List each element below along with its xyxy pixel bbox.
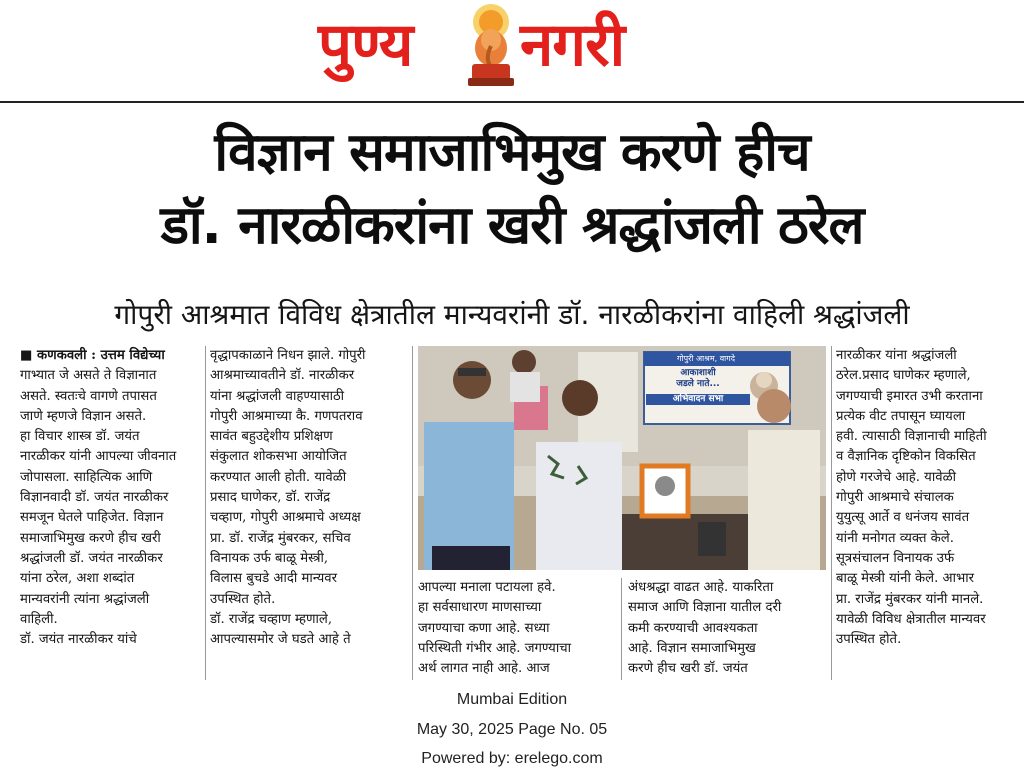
column-divider bbox=[831, 346, 832, 680]
text-line: समाजाभिमुख करणे हीच खरी bbox=[20, 530, 161, 546]
text-line: अर्थ लागत नाही आहे. आज bbox=[418, 661, 550, 677]
text-line: यांनी मनोगत व्यक्त केले. bbox=[836, 530, 954, 546]
text-line: विलास बुचडे आदी मान्यवर bbox=[210, 571, 338, 587]
event-photo bbox=[418, 346, 826, 570]
text-line: नारळीकर यांना श्रद्धांजली bbox=[836, 348, 957, 363]
text-line: ■ कणकवली : उत्तम विद्येच्या bbox=[20, 348, 165, 363]
article-column-5 bbox=[836, 346, 1022, 650]
masthead-title-left: पुण्य bbox=[318, 10, 413, 80]
text-line: यांना ठरेल, अशा शब्दांत bbox=[20, 571, 135, 587]
text-line: उपस्थित होते. bbox=[210, 591, 276, 607]
subheadline: गोपुरी आश्रमात विविध क्षेत्रातील मान्यवरांनी डॉ. नारळीकरांना वाहिली श्रद्धांजली bbox=[114, 298, 910, 331]
text-line: संकुलात शोकसभा आयोजित bbox=[210, 449, 347, 465]
text-line: प्रत्येक वीट तपासून घ्यायला bbox=[836, 408, 966, 424]
text-line: अंधश्रद्धा वाढत आहे. याकरिता bbox=[628, 580, 774, 595]
text-line: गोपुरी आश्रमाच्या कै. गणपतराव bbox=[210, 408, 363, 424]
text-line: प्रसाद घाणेकर, डॉ. राजेंद्र bbox=[210, 490, 331, 506]
text-line: यावेळी विविध क्षेत्रातील मान्यवर bbox=[836, 611, 986, 627]
column-divider bbox=[412, 346, 413, 680]
text-line: असते. स्वतःचे वागणे तपासत bbox=[20, 388, 157, 404]
text-line: जगण्याची इमारत उभी करताना bbox=[836, 388, 983, 404]
column-divider bbox=[205, 346, 206, 680]
text-line: हा सर्वसाधारण माणसाच्या bbox=[418, 600, 542, 616]
masthead-rule bbox=[0, 101, 1024, 103]
text-line: गोपुरी आश्रमाचे संचालक bbox=[836, 490, 954, 506]
date-page-label: May 30, 2025 Page No. 05 bbox=[416, 721, 608, 738]
event-photo-image bbox=[418, 346, 826, 570]
text-line: करण्यात आली होती. यावेळी bbox=[210, 469, 347, 485]
text-line: आश्रमाच्यावतीने डॉ. नारळीकर bbox=[210, 368, 355, 384]
banner-line-3: जडले नाते... bbox=[676, 379, 720, 389]
text-line: जाणे म्हणजे विज्ञान असते. bbox=[20, 408, 147, 424]
powered-by-label: Powered by: erelego.com bbox=[421, 750, 603, 767]
text-line: वृद्धापकाळाने निधन झाले. गोपुरी bbox=[210, 348, 366, 363]
headline-line-2: डॉ. नारळीकरांना खरी श्रद्धांजली ठरेल bbox=[160, 195, 864, 256]
text-line: जगण्याचा कणा आहे. सध्या bbox=[418, 620, 550, 636]
banner-line-2: आकाशाशी bbox=[680, 368, 716, 378]
text-line: जोपासला. साहित्यिक आणि bbox=[20, 469, 153, 485]
column-divider bbox=[621, 578, 622, 680]
text-line: विज्ञानवादी डॉ. जयंत नारळीकर bbox=[20, 490, 169, 506]
text-line: युयुत्सू आर्ते व धनंजय सावंत bbox=[836, 510, 970, 526]
text-line: चव्हाण, गोपुरी आश्रमाचे अध्यक्ष bbox=[210, 510, 361, 526]
text-line: वाहिली. bbox=[20, 611, 58, 627]
text-line: कमी करण्याची आवश्यकता bbox=[628, 620, 758, 636]
banner-line-4: अभिवादन सभा bbox=[646, 394, 750, 405]
text-line: श्रद्धांजली डॉ. जयंत नारळीकर bbox=[20, 550, 163, 566]
text-line: व वैज्ञानिक दृष्टिकोन विकसित bbox=[836, 449, 976, 465]
article-column-3 bbox=[418, 578, 614, 679]
banner-text bbox=[646, 353, 766, 365]
text-line: ठरेल.प्रसाद घाणेकर म्हणाले, bbox=[836, 368, 971, 384]
text-line: परिस्थिती गंभीर आहे. जगण्याचा bbox=[418, 640, 572, 656]
article-column-4 bbox=[628, 578, 826, 679]
text-line: प्रा. डॉ. राजेंद्र मुंबरकर, सचिव bbox=[210, 530, 351, 546]
article-column-2 bbox=[210, 346, 406, 650]
text-line: समजून घेतले पाहिजेत. विज्ञान bbox=[20, 510, 164, 526]
text-line: मान्यवरांनी त्यांना श्रद्धांजली bbox=[20, 591, 150, 607]
text-line: सावंत बहुउद्देशीय प्रशिक्षण bbox=[210, 429, 333, 445]
ganesh-logo-icon bbox=[462, 2, 520, 90]
text-line: डॉ. जयंत नारळीकर यांचे bbox=[20, 632, 137, 648]
text-line: होणे गरजेचे आहे. यावेळी bbox=[836, 469, 957, 485]
text-line: आहे. विज्ञान समाजाभिमुख bbox=[628, 640, 756, 656]
text-line: समाज आणि विज्ञाना यातील दरी bbox=[628, 600, 782, 616]
masthead-title-right: नगरी bbox=[520, 10, 625, 80]
banner-body bbox=[646, 368, 750, 405]
text-line: प्रा. राजेंद्र मुंबरकर यांनी मानले. bbox=[836, 591, 984, 607]
edition-label: Mumbai Edition bbox=[456, 691, 568, 708]
text-line: सूत्रसंचालन विनायक उर्फ bbox=[836, 550, 955, 566]
text-line: यांना श्रद्धांजली वाहण्यासाठी bbox=[210, 388, 345, 404]
text-line: बाळू मेस्त्री यांनी केले. आभार bbox=[836, 571, 975, 587]
text-line: आपल्यासमोर जे घडते आहे ते bbox=[210, 632, 351, 648]
article-column-1 bbox=[20, 346, 200, 650]
text-line: डॉ. राजेंद्र चव्हाण म्हणाले, bbox=[210, 611, 333, 627]
text-line: उपस्थित होते. bbox=[836, 632, 902, 648]
text-line: करणे हीच खरी डॉ. जयंत bbox=[628, 661, 748, 677]
banner-line-1: गोपुरी आश्रम, वागदे bbox=[677, 354, 735, 363]
masthead bbox=[0, 0, 1024, 104]
text-line: आपल्या मनाला पटायला हवे. bbox=[418, 580, 556, 595]
text-line: विनायक उर्फ बाळू मेस्त्री, bbox=[210, 550, 329, 566]
text-line: नारळीकर यांनी आपल्या जीवनात bbox=[20, 449, 177, 465]
text-line: हा विचार शास्त्र डॉ. जयंत bbox=[20, 429, 140, 445]
text-line: गाभ्यात जे असते ते विज्ञानात bbox=[20, 368, 157, 384]
headline-line-1: विज्ञान समाजाभिमुख करणे हीच bbox=[214, 122, 810, 183]
text-line: हवी. त्यासाठी विज्ञानाची माहिती bbox=[836, 429, 987, 445]
